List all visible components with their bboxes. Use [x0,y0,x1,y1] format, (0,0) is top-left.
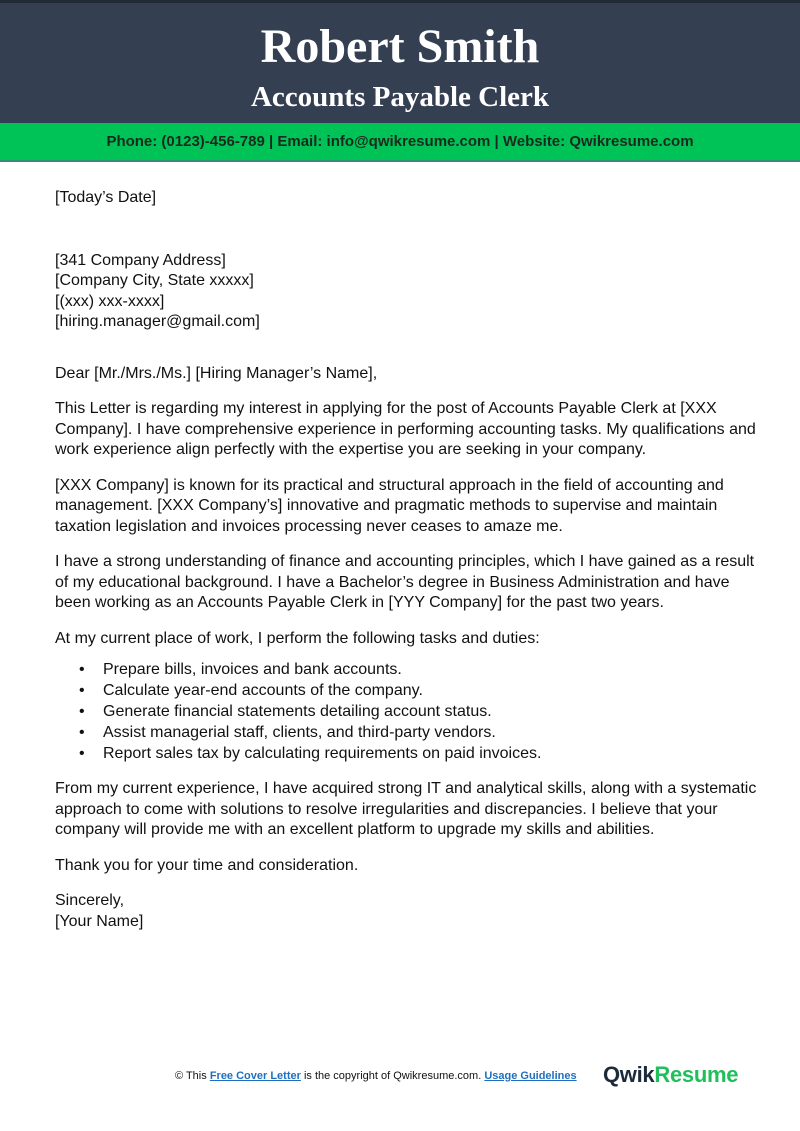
task-text: Prepare bills, invoices and bank accounts. [103,661,402,678]
signature: [Your Name] [55,912,144,930]
paragraph: [XXX Company] is known for its practical and structural approach in the field of accounting and management. [XXX Company’s] innovative and pragmatic methods to supervise and maintain taxation legislation and invoices processing never ceases to amaze me. [55,476,724,535]
applicant-name: Robert Smith [260,20,540,73]
task-text: Report sales tax by calculating requirements on paid invoices. [103,745,542,762]
address-line: [hiring.manager@gmail.com] [55,313,260,330]
address-line: [(xxx) xxx-xxxx] [55,292,165,310]
contact-band [0,123,800,162]
task-item [79,680,767,701]
task-text: Calculate year-end accounts of the company. [103,682,423,699]
letter-date: [Today’s Date] [55,189,157,206]
logo-part-qwik: Qwik [603,1062,655,1087]
task-item [79,701,767,722]
logo-part-resume: Resume [654,1062,739,1087]
paragraph: At my current place of work, I perform the following tasks and duties: [55,629,540,647]
salutation: Dear [Mr./Mrs./Ms.] [Hiring Manager’s Name], [55,364,378,382]
task-item [79,659,767,680]
bullet-icon: • [79,661,85,678]
free-cover-letter-link[interactable]: Free Cover Letter [209,1070,301,1082]
address-line: [341 Company Address] [55,251,226,269]
contact-info: Phone: (0123)-456-789 | Email: info@qwikresume.com | Website: Qwikresume.com [106,133,694,150]
paragraph: This Letter is regarding my interest in applying for the post of Accounts Payable Clerk at [XXX Company]. I have comprehensive experience in performing accounting tasks. My qualifications and work experience align perfectly with the expertise you are seeking in your company. [55,400,756,458]
bullet-icon: • [79,724,85,741]
paragraph: Thank you for your time and consideration. [55,856,359,874]
paragraph: I have a strong understanding of finance and accounting principles, which I have gained as a result of my educational background. I have a Bachelor’s degree in Business Administration and have been working as an Accounts Payable Clerk in [YYY Company] for the past two years. [55,553,755,611]
copyright-note [175,1070,577,1082]
task-item [79,743,767,764]
job-title: Accounts Payable Clerk [250,81,550,113]
signoff: Sincerely, [55,892,125,909]
usage-guidelines-link[interactable]: Usage Guidelines [484,1070,577,1082]
bullet-icon: • [79,682,85,699]
paragraph: From my current experience, I have acquired strong IT and analytical skills, along with a systematic approach to come with solutions to resolve irregularities and discrepancies. I believe that your company will provide me with an excellent platform to upgrade my skills and abilities. [55,780,757,838]
task-text: Assist managerial staff, clients, and third-party vendors. [103,724,496,741]
bullet-icon: • [79,703,85,720]
task-text: Generate financial statements detailing account status. [103,703,492,720]
task-item [79,722,767,743]
header-banner [0,0,800,123]
copyright-middle: is the copyright of Qwikresume.com. [300,1070,485,1082]
recipient-address [55,251,767,333]
copyright-prefix: © This [175,1070,210,1082]
qwikresume-logo[interactable] [603,1062,738,1088]
bullet-icon: • [79,745,85,762]
letter-body [55,188,767,932]
task-list [55,659,767,764]
address-line: [Company City, State xxxxx] [55,272,254,289]
